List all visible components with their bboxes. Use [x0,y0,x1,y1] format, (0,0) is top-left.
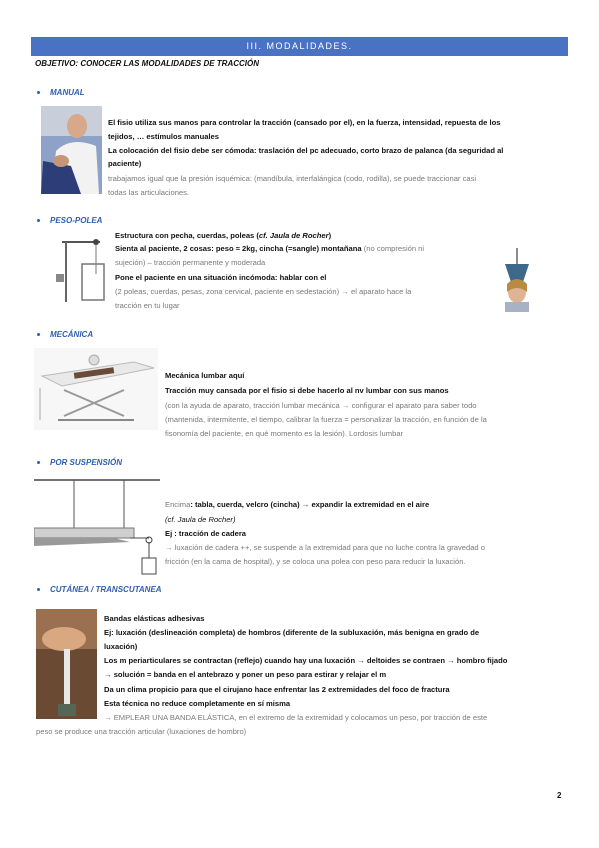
manual-text-3: La colocación del fisio debe ser cómoda: traslación del pc adecuado, corto brazo de palanca (da seguridad al [108,146,504,155]
mecanica-text-4: (mantenida, intermitente, el tiempo, calibrar la fuerza = personalizar la tracción, en función de la [165,415,487,424]
section-title-mecanica: MECÁNICA [37,330,93,339]
section-header-bar: III. MODALIDADES. [31,37,568,56]
section-title-suspension: POR SUSPENSIÓN [37,458,122,467]
cutanea-text-9: peso se produce una tracción articular (luxaciones de hombro) [36,727,247,736]
suspension-text-1: Encima: tabla, cuerda, velcro (cincha) → expandir la extremidad en el aire [165,500,430,509]
cutaneous-traction-photo [36,609,97,719]
section-title-cutanea: CUTÁNEA / TRANSCUTANEA [37,585,162,594]
peso-text-6: tracción en tu lugar [115,301,180,310]
objective-line: OBJETIVO: CONOCER LAS MODALIDADES DE TRACCIÓN [35,59,260,68]
manual-text-6: todas las articulaciones. [108,188,190,197]
bullet-icon [37,588,40,591]
bullet-icon [37,219,40,222]
cervical-traction-photo [497,248,537,312]
cutanea-text-6: Da un clima propicio para que el cirujano hace enfrentar las 2 extremidades del foco de fractura [104,685,450,694]
bullet-icon [37,461,40,464]
manual-text-2: tejidos, … estímulos manuales [108,132,219,141]
cutanea-text-4: Los m periarticulares se contractan (reflejo) cuando hay una luxación → deltoides se contraen → hombro fijado [104,656,508,665]
manual-text-4: paciente) [108,159,142,168]
cutanea-text-5: → solución = banda en el antebrazo y poner un peso para estirar y relajar el m [104,670,387,679]
peso-text-4: Pone el paciente en una situación incómoda: hablar con el [115,273,327,282]
peso-text-1: Estructura con pecha, cuerdas, poleas (cf. Jaula de Rocher) [115,231,332,240]
manual-traction-photo [41,106,102,194]
cutanea-text-8: → EMPLEAR UNA BANDA ELÁSTICA, en el extremo de la extremidad y colocamos un peso, por tracción de este [104,713,488,722]
mecanica-text-5: fisonomía del paciente, en qué momento es la lesión). Lordosis lumbar [165,429,404,438]
peso-text-2: Sienta al paciente, 2 cosas: peso ≈ 2kg, cincha (=sangle) montañana (no compresión ni [115,244,425,253]
cutanea-text-1: Bandas elásticas adhesivas [104,614,205,623]
mecanica-text-1: Mecánica lumbar aquí [165,371,245,380]
mechanical-traction-table-image [34,348,158,430]
peso-text-5: (2 poleas, cuerdas, pesas, zona cervical, paciente en sedestación) → el aparato hace la [115,287,412,296]
suspension-text-4: → luxación de cadera ++, se suspende a la extremidad para que no luche contra la gravedad o [165,543,485,552]
suspension-traction-diagram [34,476,160,578]
section-title-peso-polea: PESO-POLEA [37,216,102,225]
mecanica-text-2: Tracción muy cansada por el fisio si debe hacerlo al nv lumbar con sus manos [165,386,449,395]
cutanea-text-7: Esta técnica no reduce completamente en sí misma [104,699,291,708]
page-number: 2 [557,791,562,800]
bullet-icon [37,91,40,94]
suspension-text-3: Ej : tracción de cadera [165,529,247,538]
suspension-text-5: fricción (en la cama de hospital), y se coloca una polea con peso para reducir la luxación. [165,557,466,566]
mecanica-text-3: (con la ayuda de aparato, tracción lumbar mecánica → configurar el aparato para saber todo [165,401,477,410]
cutanea-text-3: luxación) [104,642,138,651]
cutanea-text-2: Ej: luxación (deslineación completa) de hombros (diferente de la subluxación, más benigna en grado de [104,628,480,637]
suspension-text-2: (cf. Jaula de Rocher) [165,515,236,524]
manual-text-5: trabajamos igual que la presión isquémica: (mandíbula, interfalángica (codo, rodilla), se puede traccionar casi [108,174,477,183]
peso-text-3: sujeción) – tracción permanente y moderada [115,258,266,267]
manual-text-1: El fisio utiliza sus manos para controlar la tracción (cansado por el), en la fuerza, intensidad, repuesta de los [108,118,501,127]
pulley-frame-image [52,234,108,306]
section-title-manual: MANUAL [37,88,85,97]
bullet-icon [37,333,40,336]
